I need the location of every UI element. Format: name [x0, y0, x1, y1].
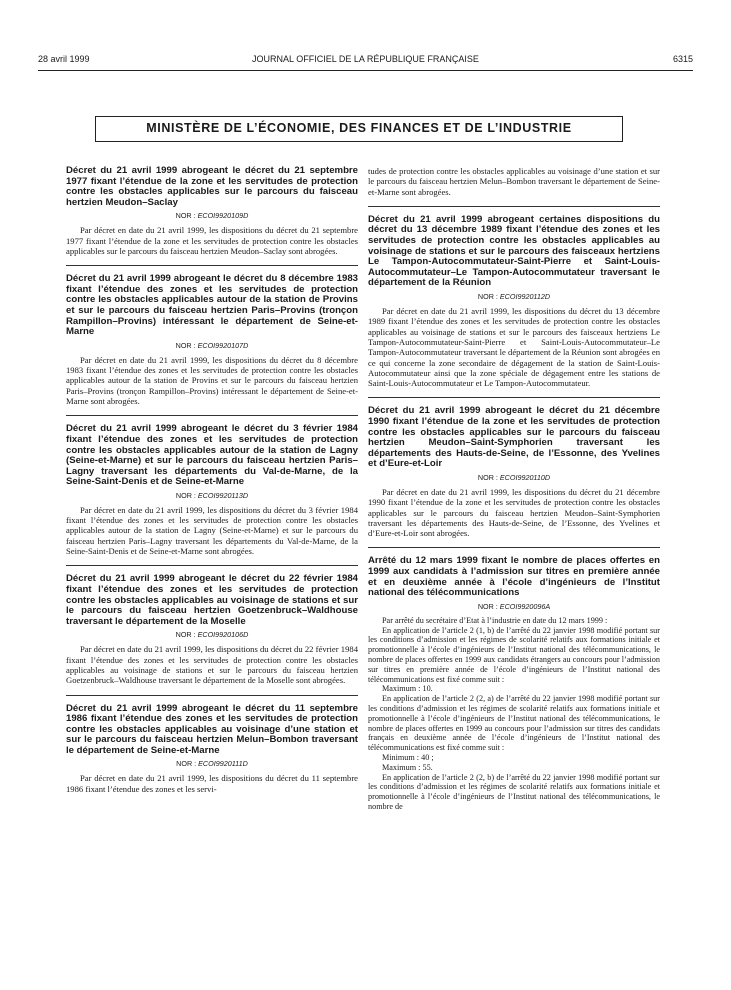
- nor-line: [66, 211, 358, 220]
- arrete-paragraph: Maximum : 55.: [382, 762, 433, 772]
- decree-paragraph: Par décret en date du 21 avril 1999, les dispositions du décret du 21 décembre 1990 fixant l’étendue de la zone et les servitudes de protection contre les obstacles applicables sur le parcours du faisceau hertzien Meudon–Saint-Symphorien traversant les départements des Hauts-de-Seine, de l’Essonne, des Yvelines et d’Eure-et-Loir sont abrogées.: [368, 486, 660, 539]
- decree-5: [66, 704, 358, 795]
- nor-code: ECOI9920107D: [197, 340, 249, 350]
- nor-code: ECOI9920112D: [499, 292, 551, 302]
- nor-line: [66, 759, 358, 768]
- decree-title: Décret du 21 avril 1999 abrogeant le décret du 21 décembre 1990 fixant l’étendue de la zone et les servitudes de protection contre les obstacles applicables sur le parcours du faisceau hertzien Meudon–Saint-Symphorien traversant les départements des Hauts-de-Seine, de l’Essonne, des Yvelines et d’Eure-et-Loir: [368, 405, 660, 470]
- right-column: [368, 166, 660, 812]
- decree-6: [368, 215, 660, 389]
- decree-paragraph: Par décret en date du 21 avril 1999, les dispositions du décret du 21 septembre 1977 fixant l’étendue de la zone et les servitudes de protection contre les obstacles applicables sur le parcours du faisceau hertzien Meudon–Saclay sont abrogées.: [66, 225, 358, 256]
- arrete-paragraph: Maximum : 10.: [382, 684, 433, 694]
- arrete-title: Arrêté du 12 mars 1999 fixant le nombre de places offertes en 1999 aux candidats à l’admission sur titres en première année et en deuxième année à l’école d’ingénieurs de l’Institut national des télécommunications: [368, 555, 660, 599]
- header-journal-title: JOURNAL OFFICIEL DE LA RÉPUBLIQUE FRANÇAISE: [252, 54, 479, 64]
- nor-code: ECOI9920111D: [198, 759, 248, 769]
- decree-title: Décret du 21 avril 1999 abrogeant le décret du 11 septembre 1986 fixant l’étendue des zones et les servitudes de protection contre les obstacles applicables au voisinage d’une station et sur le parcours du faisceau hertzien Melun–Bombon traversant le département de Seine-et-Marne: [66, 702, 358, 756]
- decree-1: [66, 166, 358, 256]
- decree-body: [66, 773, 358, 794]
- decree-body: [368, 487, 660, 538]
- decree-body: [66, 505, 358, 556]
- decree-title: Décret du 21 avril 1999 abrogeant le décret du 21 septembre 1977 fixant l’étendue de la zone et les servitudes de protection contre les obstacles applicables sur le parcours du faisceau hertzien Meudon–Saclay: [66, 165, 358, 208]
- decree-body: [66, 225, 358, 256]
- nor-code: ECOI9920110D: [499, 472, 551, 482]
- page-header: [38, 54, 693, 68]
- separator: [368, 197, 660, 207]
- nor-code: ECOI9920096A: [499, 601, 551, 611]
- separator: [368, 538, 660, 548]
- nor-line: [66, 341, 358, 350]
- nor-label: NOR :: [175, 630, 196, 640]
- separator: [66, 686, 358, 696]
- arrete-1: [368, 556, 660, 811]
- decree-title: Décret du 21 avril 1999 abrogeant certaines dispositions du décret du 13 décembre 1989 fixant l’étendue des zones et les servitudes de protection contre les obstacles applicables au voisinage de stations et sur le parcours des faisceaux hertziens Le Tampon-Autocommutateur-Saint-Pierre et Saint-Louis-Autocommutateur–Le Tampon-Autocommutateur traversant le département de la Réunion: [368, 213, 660, 289]
- decree-paragraph: Par décret en date du 21 avril 1999, les dispositions du décret du 3 février 1984 fixant l’étendue des zones et les servitudes de protection contre les obstacles applicables autour de la station de Lagny (Seine-et-Marne) et sur le parcours du faisceau hertzien Paris–Lagny traversant les départements du Val-de-Marne, de la Seine-Saint-Denis et de Seine-et-Marne sont abrogées.: [66, 504, 358, 557]
- nor-code: ECOI9920113D: [197, 490, 249, 500]
- header-page-number: 6315: [672, 54, 693, 64]
- decree-3: [66, 424, 358, 556]
- separator: [66, 256, 358, 266]
- separator: [66, 406, 358, 416]
- decree-body: [66, 355, 358, 406]
- nor-code: ECOI9920106D: [197, 630, 249, 640]
- nor-label: NOR :: [477, 472, 498, 482]
- nor-label: NOR :: [477, 292, 498, 302]
- arrete-paragraph: En application de l’article 2 (2, b) de l’arrêté du 22 janvier 1998 modifié portant sur les conditions d’admission et les régimes de scolarité relatifs aux formations initiale et promotionnelle à l’école d’ingénieurs de l’Institut national des télécommunications, le nombre de: [368, 772, 660, 811]
- nor-label: NOR :: [176, 759, 197, 769]
- nor-label: NOR :: [175, 340, 196, 350]
- continued-paragraph: tudes de protection contre les obstacles applicables au voisinage d’une station et sur le parcours du faisceau hertzien Melun–Bombon traversant le département de Seine-et-Marne sont abrogées.: [368, 166, 660, 197]
- decree-title: Décret du 21 avril 1999 abrogeant le décret du 8 décembre 1983 fixant l’étendue des zones et les servitudes de protection contre les obstacles applicables autour de la station de Provins et sur le parcours du faisceau hertzien Paris–Provins (tronçon Rampillon–Provins) intéressant le département de Seine-et-Marne: [66, 273, 358, 338]
- nor-line: [368, 292, 660, 301]
- decree-body: [368, 306, 660, 388]
- decree-body: [66, 644, 358, 685]
- nor-line: [66, 491, 358, 500]
- nor-label: NOR :: [477, 601, 498, 611]
- decree-paragraph: Par décret en date du 21 avril 1999, les dispositions du décret du 8 décembre 1983 fixant l’étendue des zones et les servitudes de protection contre les obstacles applicables autour de la station de Provins et sur le parcours du faisceau hertzien Paris–Provins (tronçon Rampillon–Provins) intéressant le département de Seine-et-Marne sont abrogées.: [66, 354, 358, 407]
- separator: [368, 388, 660, 398]
- decree-2: [66, 274, 358, 406]
- separator: [66, 556, 358, 566]
- header-rule: [38, 70, 693, 71]
- arrete-paragraph: En application de l’article 2 (1, b) de l’arrêté du 22 janvier 1998 modifié portant sur les conditions d’admission et les régimes de scolarité relatifs aux formations initiale et promotionnelle à l’école d’ingénieurs de l’Institut national des télécommunications, le nombre de places offertes en 1999 aux candidats étrangers au concours pour l’admission sur titres en première année de l’école d’ingénieurs de l’Institut national des télécommunications est fixé comme suit :: [368, 625, 660, 684]
- left-column: [66, 166, 358, 794]
- arrete-paragraph: Par arrêté du secrétaire d’Etat à l’industrie en date du 12 mars 1999 :: [382, 615, 608, 625]
- nor-line: [66, 630, 358, 639]
- decree-paragraph: Par décret en date du 21 avril 1999, les dispositions du décret du 22 février 1984 fixant l’étendue des zones et les servitudes de protection contre les obstacles applicables au voisinage de stations et sur le parcours du faisceau hertzien Goetzenbruck–Waldhouse traversant le département de la Moselle sont abrogées.: [66, 644, 358, 686]
- decree-4: [66, 574, 358, 685]
- decree-paragraph: Par décret en date du 21 avril 1999, les dispositions du décret du 11 septembre 1986 fixant l’étendue des zones et les servi-: [66, 773, 358, 794]
- nor-label: NOR :: [175, 490, 196, 500]
- arrete-paragraph: En application de l’article 2 (2, a) de l’arrêté du 22 janvier 1998 modifié portant sur les conditions d’admission et les régimes de scolarité relatifs aux formations initiale et promotionnelle à l’école d’ingénieurs de l’Institut national des télécommunications, le nombre de places offertes en 1999 au concours pour l’admission sur titres des candidats français en deuxième année de l’école d’ingénieurs de l’Institut national des télécommunications est fixé comme suit :: [368, 694, 660, 753]
- decree-title: Décret du 21 avril 1999 abrogeant le décret du 3 février 1984 fixant l’étendue des zones et les servitudes de protection contre les obstacles applicables autour de la station de Lagny (Seine-et-Marne) et sur le parcours du faisceau hertzien Paris–Lagny traversant les départements du Val-de-Marne, de la Seine-Saint-Denis et de Seine-et-Marne: [66, 423, 358, 488]
- nor-line: [368, 473, 660, 482]
- decree-paragraph: Par décret en date du 21 avril 1999, les dispositions du décret du 13 décembre 1989 fixant l’étendue des zones et les servitudes de protection contre les obstacles applicables au voisinage de stations et sur le parcours des faisceaux hertziens Le Tampon-Autocommutateur-Saint-Pierre et Saint-Louis-Autocommutateur–Le Tampon-Autocommutateur traversant le département de la Réunion sont abrogées en ce qui concerne la zone secondaire de dégagement de la station de Saint-Louis-Autocommutateur ainsi que la zone spéciale de dégagement entre les stations de Saint-Louis-Autocommutateur et Le Tampon-Autocommutateur.: [368, 306, 660, 389]
- nor-label: NOR :: [175, 211, 196, 221]
- decree-title: Décret du 21 avril 1999 abrogeant le décret du 22 février 1984 fixant l’étendue des zones et les servitudes de protection contre les obstacles applicables au voisinage de stations et sur le parcours du faisceau hertzien Goetzenbruck–Waldhouse traversant le département de la Moselle: [66, 573, 358, 627]
- ministry-heading: MINISTÈRE DE L’ÉCONOMIE, DES FINANCES ET DE L’INDUSTRIE: [95, 116, 623, 142]
- nor-code: ECOI9920109D: [197, 211, 249, 221]
- arrete-body: [368, 616, 660, 812]
- nor-line: [368, 602, 660, 611]
- header-date: 28 avril 1999: [38, 54, 90, 64]
- arrete-paragraph: Minimum : 40 ;: [382, 753, 434, 762]
- decree-7: [368, 406, 660, 538]
